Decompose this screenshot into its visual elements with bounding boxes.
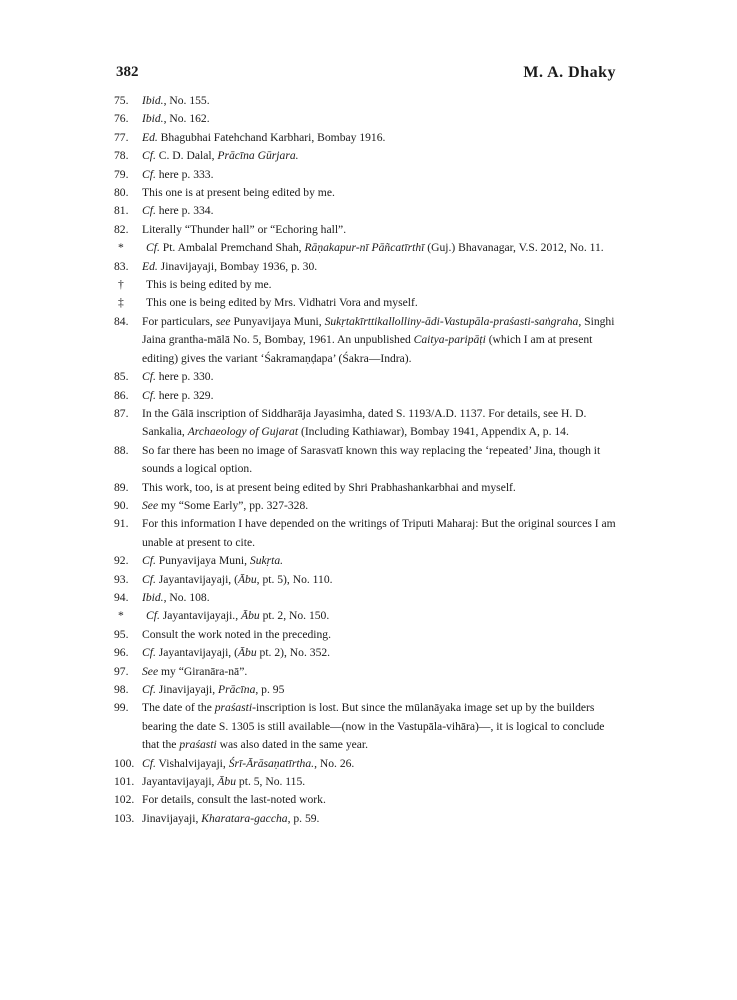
endnote	[112, 221, 618, 239]
endnote-italic-segment: Cf.	[142, 683, 156, 696]
endnote-italic-segment: praśasti	[179, 738, 217, 752]
endnote-segment: Punyavijaya Muni,	[230, 314, 325, 328]
endnote-number: ‡	[118, 296, 124, 310]
endnote-number: 81.	[114, 204, 129, 218]
page-header	[116, 64, 616, 86]
endnote-segment: , No. 162.	[163, 112, 210, 126]
endnote	[112, 368, 618, 386]
endnote-segment: was also dated in the same year.	[216, 738, 369, 752]
endnote	[112, 515, 618, 552]
endnote	[112, 810, 618, 828]
endnote	[112, 110, 618, 128]
endnote-segment: Jinavijayaji, Bombay 1936, p. 30.	[157, 259, 318, 273]
endnote	[112, 755, 618, 773]
endnote	[112, 405, 618, 442]
endnote-text	[142, 791, 618, 809]
endnote-italic-segment: Śrī-Ārāsaṇatīrtha.	[228, 756, 315, 770]
endnote-number: 101.	[114, 775, 135, 789]
endnote-italic-segment: Cf.	[142, 646, 156, 660]
endnote	[112, 479, 618, 497]
endnote	[112, 497, 618, 515]
endnote-number: †	[118, 278, 124, 292]
endnote-segment: my “Some Early”, pp. 327-328.	[158, 498, 309, 512]
endnote-number: 98.	[114, 683, 129, 696]
endnote	[112, 147, 618, 165]
endnote-italic-segment: See	[142, 664, 159, 678]
endnote-segment: pt. 2, No. 150.	[259, 609, 330, 623]
endnote-text	[142, 405, 618, 442]
endnote-number: 85.	[114, 370, 129, 384]
endnote-segment: Jinavijayaji,	[142, 811, 202, 825]
endnote-text	[146, 294, 618, 312]
endnote-text	[142, 110, 618, 128]
endnote-segment: For particulars,	[142, 314, 216, 328]
endnote-italic-segment: Prācīna	[218, 683, 256, 696]
endnote-text	[142, 479, 618, 497]
endnote	[112, 258, 618, 276]
endnote-segment: here p. 330.	[155, 370, 214, 384]
endnote-italic-segment: Ābu	[217, 775, 237, 789]
endnote-text	[142, 184, 618, 202]
endnote-italic-segment: Ibid.	[142, 112, 164, 126]
endnote-italic-segment: See	[142, 498, 159, 512]
endnote-segment: In the Gālā inscription of Siddharāja Jayasimha, dated S. 1193/A.D. 1137. For details, see H. D. Sankalia,	[142, 406, 587, 439]
endnote-italic-segment: Ed.	[142, 259, 158, 273]
endnote-text	[142, 681, 618, 699]
page-number: 382	[116, 64, 139, 80]
endnote-number: 93.	[114, 572, 129, 586]
endnote-number: 77.	[114, 130, 129, 144]
endnote-segment: (Guj.) Bhavanagar, V.S. 2012, No. 11.	[424, 241, 604, 255]
endnote-italic-segment: Ābu	[237, 572, 257, 586]
endnote-text	[142, 663, 618, 681]
endnote-number: 84.	[114, 314, 129, 328]
endnote-text	[142, 773, 618, 791]
endnote-italic-segment: Ābu	[241, 609, 260, 623]
endnote-text	[142, 147, 618, 165]
endnote-italic-segment: Cf.	[146, 241, 160, 255]
endnote-segment: , No. 155.	[163, 94, 210, 107]
endnote-text	[142, 313, 618, 368]
endnote-text	[142, 644, 618, 662]
endnote-number: 83.	[114, 259, 129, 273]
endnote-text	[142, 571, 618, 589]
endnote-segment: Jinavijayaji,	[155, 683, 219, 696]
endnote-number: 86.	[114, 388, 129, 402]
endnote-segment: here p. 329.	[155, 388, 214, 402]
endnote	[112, 791, 618, 809]
endnote-segment: (Including Kathiawar), Bombay 1941, Appendix A, p. 14.	[298, 425, 569, 439]
endnote-segment: here p. 334.	[155, 204, 214, 218]
endnote-italic-segment: Cf.	[142, 149, 156, 163]
endnote	[112, 681, 618, 699]
endnote-text	[142, 699, 618, 754]
endnote-number: 97.	[114, 664, 129, 678]
endnote-number: 94.	[114, 590, 129, 604]
endnote	[112, 184, 618, 202]
endnote-italic-segment: Cf.	[142, 370, 156, 384]
endnote	[112, 626, 618, 644]
endnote	[112, 239, 618, 257]
endnote-segment: , No. 26.	[314, 756, 355, 770]
endnote-segment: pt. 2), No. 352.	[256, 646, 331, 660]
endnote-text	[142, 221, 618, 239]
running-head-author: M. A. Dhaky	[523, 64, 616, 81]
endnote-text	[142, 552, 618, 570]
endnote	[112, 773, 618, 791]
endnote-number: 102.	[114, 793, 135, 807]
endnote-segment: Jayantavijayaji.,	[159, 609, 241, 623]
endnote-italic-segment: see	[215, 314, 231, 328]
endnote-segment: For details, consult the last-noted work.	[142, 793, 326, 807]
endnote-segment: here p. 333.	[155, 167, 214, 181]
endnote-number: 76.	[114, 112, 129, 126]
endnote-italic-segment: praśasti	[214, 701, 253, 715]
endnote	[112, 607, 618, 625]
endnote-segment: This one is being edited by Mrs. Vidhatri Vora and myself.	[146, 296, 418, 310]
endnote-number: 88.	[114, 443, 129, 457]
endnote-segment: Literally “Thunder hall” or “Echoring hall”.	[142, 222, 347, 236]
endnote	[112, 166, 618, 184]
endnote-segment: This one is at present being edited by me.	[142, 186, 335, 200]
endnote-segment: , p. 59.	[287, 811, 320, 825]
endnote-number: 92.	[114, 554, 129, 568]
endnote-text	[142, 810, 618, 828]
endnote-text	[142, 515, 618, 552]
endnote-text	[146, 276, 618, 294]
endnote-number: 75.	[114, 94, 129, 107]
endnote-number: 79.	[114, 167, 129, 181]
endnote-segment: , No. 108.	[163, 590, 210, 604]
endnote-segment: , p. 95	[255, 683, 285, 696]
endnote-segment: This is being edited by me.	[146, 278, 272, 292]
endnote	[112, 294, 618, 312]
endnote-number: 89.	[114, 480, 129, 494]
endnote-segment: Singhi Jaina grantha-mālā No. 5, Bombay, 1961. An unpublished	[142, 314, 615, 347]
endnote-text	[146, 607, 618, 625]
endnote-number: 90.	[114, 498, 129, 512]
endnote-segment: This work, too, is at present being edited by Shri Prabhashankarbhai and myself.	[142, 480, 516, 494]
endnote-segment: (which I am at present editing) gives the variant ‘Śakramaṇḍapa’ (Śakra—Indra).	[142, 333, 593, 365]
endnote-segment: So far there has been no image of Sarasvatī known this way replacing the ‘repeated’ Jina, though it sounds a logical option.	[142, 443, 601, 476]
endnote-text	[142, 497, 618, 515]
endnote-text	[142, 442, 618, 479]
endnote-segment: my “Giranāra-nā”.	[158, 664, 248, 678]
endnote-italic-segment: Caitya-paripāṭi	[413, 333, 486, 347]
endnote-italic-segment: Cf.	[142, 167, 156, 181]
endnote-number: 96.	[114, 646, 129, 660]
endnote-segment: Pt. Ambalal Premchand Shah,	[159, 241, 305, 255]
endnote	[112, 699, 618, 754]
endnote	[112, 644, 618, 662]
endnote-text	[142, 368, 618, 386]
endnote-text	[142, 92, 618, 110]
endnote	[112, 276, 618, 294]
endnote-italic-segment: Sukṛtakīrttikallolliny-ādi-Vastupāla-praśasti-saṅgraha,	[324, 314, 582, 328]
endnote-number: *	[118, 609, 124, 623]
endnote-segment: Jayantavijayaji,	[142, 775, 218, 789]
endnote-text	[142, 129, 618, 147]
endnote-italic-segment: Cf.	[142, 204, 156, 218]
endnote-italic-segment: Cf.	[142, 554, 156, 568]
endnote-segment: Punyavijaya Muni,	[155, 554, 250, 568]
endnote-segment: For this information I have depended on the writings of Triputi Maharaj: But the original sources I am unable at present to cite.	[142, 517, 616, 549]
endnote-segment: -inscription is lost. But since the mūlanāyaka image set up by the builders bearing the date S. 1305 is still available—(now in the Vastupāla-vihāra)—, it is logical to conclude that the	[142, 701, 605, 752]
endnote-number: 82.	[114, 222, 129, 236]
endnote-segment: The date of the	[142, 701, 215, 715]
endnote-segment: Vishalvijayaji,	[155, 756, 229, 770]
endnote-segment: pt. 5, No. 115.	[236, 775, 306, 789]
endnote-text	[142, 387, 618, 405]
endnote-italic-segment: Prācīna Gūrjara.	[217, 149, 299, 163]
endnote-text	[146, 239, 618, 257]
endnote-segment: Bhagubhai Fatehchand Karbhari, Bombay 1916.	[157, 130, 386, 144]
endnote-italic-segment: Ibid.	[142, 94, 164, 107]
endnote-number: 100.	[114, 756, 135, 770]
endnote-text	[142, 589, 618, 607]
endnote-number: 78.	[114, 149, 129, 163]
endnote-italic-segment: Cf.	[142, 388, 156, 402]
endnote-segment: , pt. 5), No. 110.	[256, 572, 333, 586]
endnote	[112, 92, 618, 110]
endnote	[112, 442, 618, 479]
endnote-italic-segment: Kharatara-gaccha	[201, 811, 288, 825]
endnote-text	[142, 626, 618, 644]
endnote-number: 99.	[114, 701, 129, 715]
endnote-segment: Jayantavijayaji, (	[155, 572, 238, 586]
endnote	[112, 663, 618, 681]
endnote-italic-segment: Ed.	[142, 130, 158, 144]
endnote	[112, 313, 618, 368]
endnote-number: 95.	[114, 627, 129, 641]
endnote	[112, 552, 618, 570]
endnote-italic-segment: Rāṇakapur-nī Pāñcatīrthī	[304, 241, 425, 255]
endnote	[112, 571, 618, 589]
endnotes-list	[112, 92, 618, 828]
endnote-text	[142, 202, 618, 220]
endnote-segment: Jayantavijayaji, (	[155, 646, 238, 660]
endnote-text	[142, 755, 618, 773]
endnote-italic-segment: Ābu	[237, 646, 257, 660]
endnote-italic-segment: Cf.	[146, 609, 160, 623]
endnote-italic-segment: Archaeology of Gujarat	[187, 425, 299, 439]
endnote-text	[142, 166, 618, 184]
endnote-number: 80.	[114, 186, 129, 200]
endnote-number: 87.	[114, 406, 129, 420]
endnote-italic-segment: Sukṛta.	[249, 554, 284, 568]
endnote-segment: Consult the work noted in the preceding.	[142, 627, 332, 641]
endnote-number: 91.	[114, 517, 129, 531]
endnote	[112, 202, 618, 220]
endnote-italic-segment: Ibid.	[142, 590, 164, 604]
endnote-number: *	[118, 241, 124, 255]
endnote-italic-segment: Cf.	[142, 572, 156, 586]
endnote-number: 103.	[114, 811, 135, 825]
endnote	[112, 129, 618, 147]
endnote-text	[142, 258, 618, 276]
endnote-segment: C. D. Dalal,	[155, 149, 218, 163]
endnote	[112, 387, 618, 405]
endnote	[112, 589, 618, 607]
endnote-italic-segment: Cf.	[142, 756, 156, 770]
